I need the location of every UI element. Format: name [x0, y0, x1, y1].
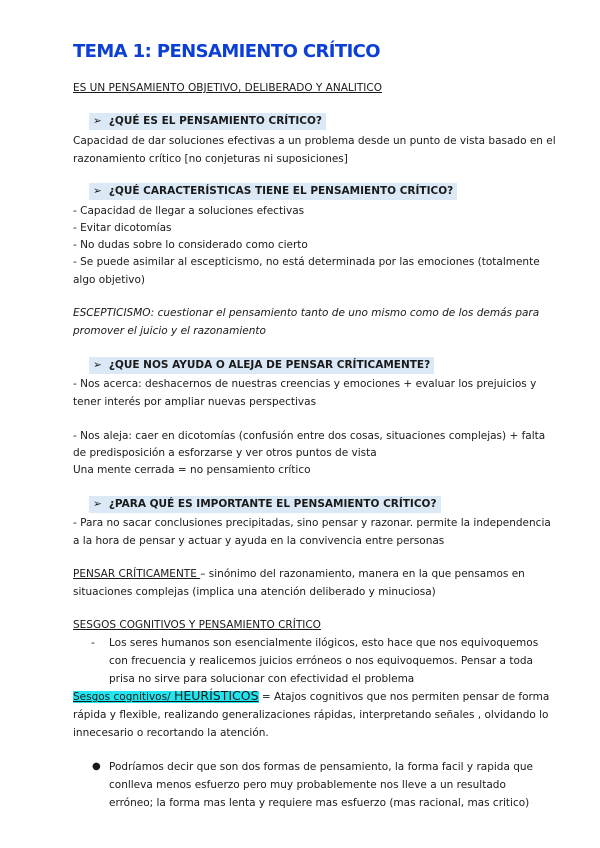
definition-heuristicos: Sesgos cognitivos/ HEURÍSTICOS = Atajos cognitivos que nos permiten pensar de forma — [73, 688, 550, 703]
text-line: - Capacidad de llegar a soluciones efectivas — [73, 205, 305, 217]
arrow-icon: ➢ — [93, 115, 102, 127]
text-line: razonamiento crítico [no conjeturas ni suposiciones] — [73, 153, 348, 165]
definition-line: ESCEPTICISMO: cuestionar el pensamiento tanto de uno mismo como de los demás para — [73, 307, 540, 319]
definition-pensar: PENSAR CRÍTICAMENTE – sinónimo del razonamiento, manera en la que pensamos en — [73, 568, 525, 580]
subtitle: ES UN PENSAMIENTO OBJETIVO, DELIBERADO Y ANALITICO — [73, 82, 382, 94]
text-line: Podríamos decir que son dos formas de pensamiento, la forma facil y rapida que — [109, 761, 534, 773]
text-line: innecesario o recortando la atención. — [73, 727, 269, 739]
text-line: - Nos aleja: caer en dicotomías (confusión entre dos cosas, situaciones complejas) + falta — [73, 430, 546, 442]
text-line: - Se puede asimilar al escepticismo, no está determinada por las emociones (totalmente — [73, 256, 540, 268]
section-heading-sesgos: SESGOS COGNITIVOS Y PENSAMIENTO CRÍTICO — [73, 619, 321, 631]
arrow-icon: ➢ — [93, 185, 102, 197]
text-line: algo objetivo) — [73, 274, 146, 286]
arrow-icon: ➢ — [93, 359, 102, 371]
text-line: - No dudas sobre lo considerado como cierto — [73, 239, 308, 251]
page-title: TEMA 1: PENSAMIENTO CRÍTICO — [73, 41, 380, 62]
dash-marker: - — [91, 637, 95, 649]
definition-line: promover el juicio y el razonamiento — [73, 325, 266, 337]
text-line: - Evitar dicotomías — [73, 222, 172, 234]
text-line: prisa no sirve para solucionar con efectividad el problema — [109, 673, 415, 685]
text-line: rápida y flexible, realizando generalizaciones rápidas, interpretando señales , olvidando lo — [73, 709, 549, 721]
section-heading-q4: ➢ ¿PARA QUÉ ES IMPORTANTE EL PENSAMIENTO CRÍTICO? — [89, 496, 441, 513]
text-line: Los seres humanos son esencialmente ilógicos, esto hace que nos equivoquemos — [109, 637, 539, 649]
text-line: tener interés por ampliar nuevas perspectivas — [73, 396, 317, 408]
arrow-icon: ➢ — [93, 498, 102, 510]
text-line: Capacidad de dar soluciones efectivas a un problema desde un punto de vista basado en el — [73, 135, 556, 147]
text-line: - Para no sacar conclusiones precipitadas, sino pensar y razonar. permite la independencia — [73, 517, 551, 529]
text-line: - Nos acerca: deshacernos de nuestras creencias y emociones + evaluar los prejuicios y — [73, 378, 537, 390]
text-line: a la hora de pensar y actuar y ayuda en la convivencia entre personas — [73, 535, 445, 547]
text-line: conlleva menos esfuerzo pero muy probablemente nos lleve a un resultado — [109, 779, 506, 791]
section-heading-q1: ➢ ¿QUÉ ES EL PENSAMIENTO CRÍTICO? — [89, 113, 326, 130]
text-line: Una mente cerrada = no pensamiento crítico — [73, 464, 311, 476]
text-line: situaciones complejas (implica una atención deliberado y minuciosa) — [73, 586, 436, 598]
section-heading-q2: ➢ ¿QUÉ CARACTERÍSTICAS TIENE EL PENSAMIENTO CRÍTICO? — [89, 183, 457, 200]
section-heading-q3: ➢ ¿QUE NOS AYUDA O ALEJA DE PENSAR CRÍTICAMENTE? — [89, 357, 434, 374]
text-line: erróneo; la forma mas lenta y requiere mas esfuerzo (mas racional, mas critico) — [109, 797, 530, 809]
bullet-icon: ● — [92, 761, 101, 772]
text-line: de predisposición a esforzarse y ver otros puntos de vista — [73, 447, 377, 459]
text-line: con frecuencia y realicemos juicios erróneos o nos equivoquemos. Pensar a toda — [109, 655, 533, 667]
